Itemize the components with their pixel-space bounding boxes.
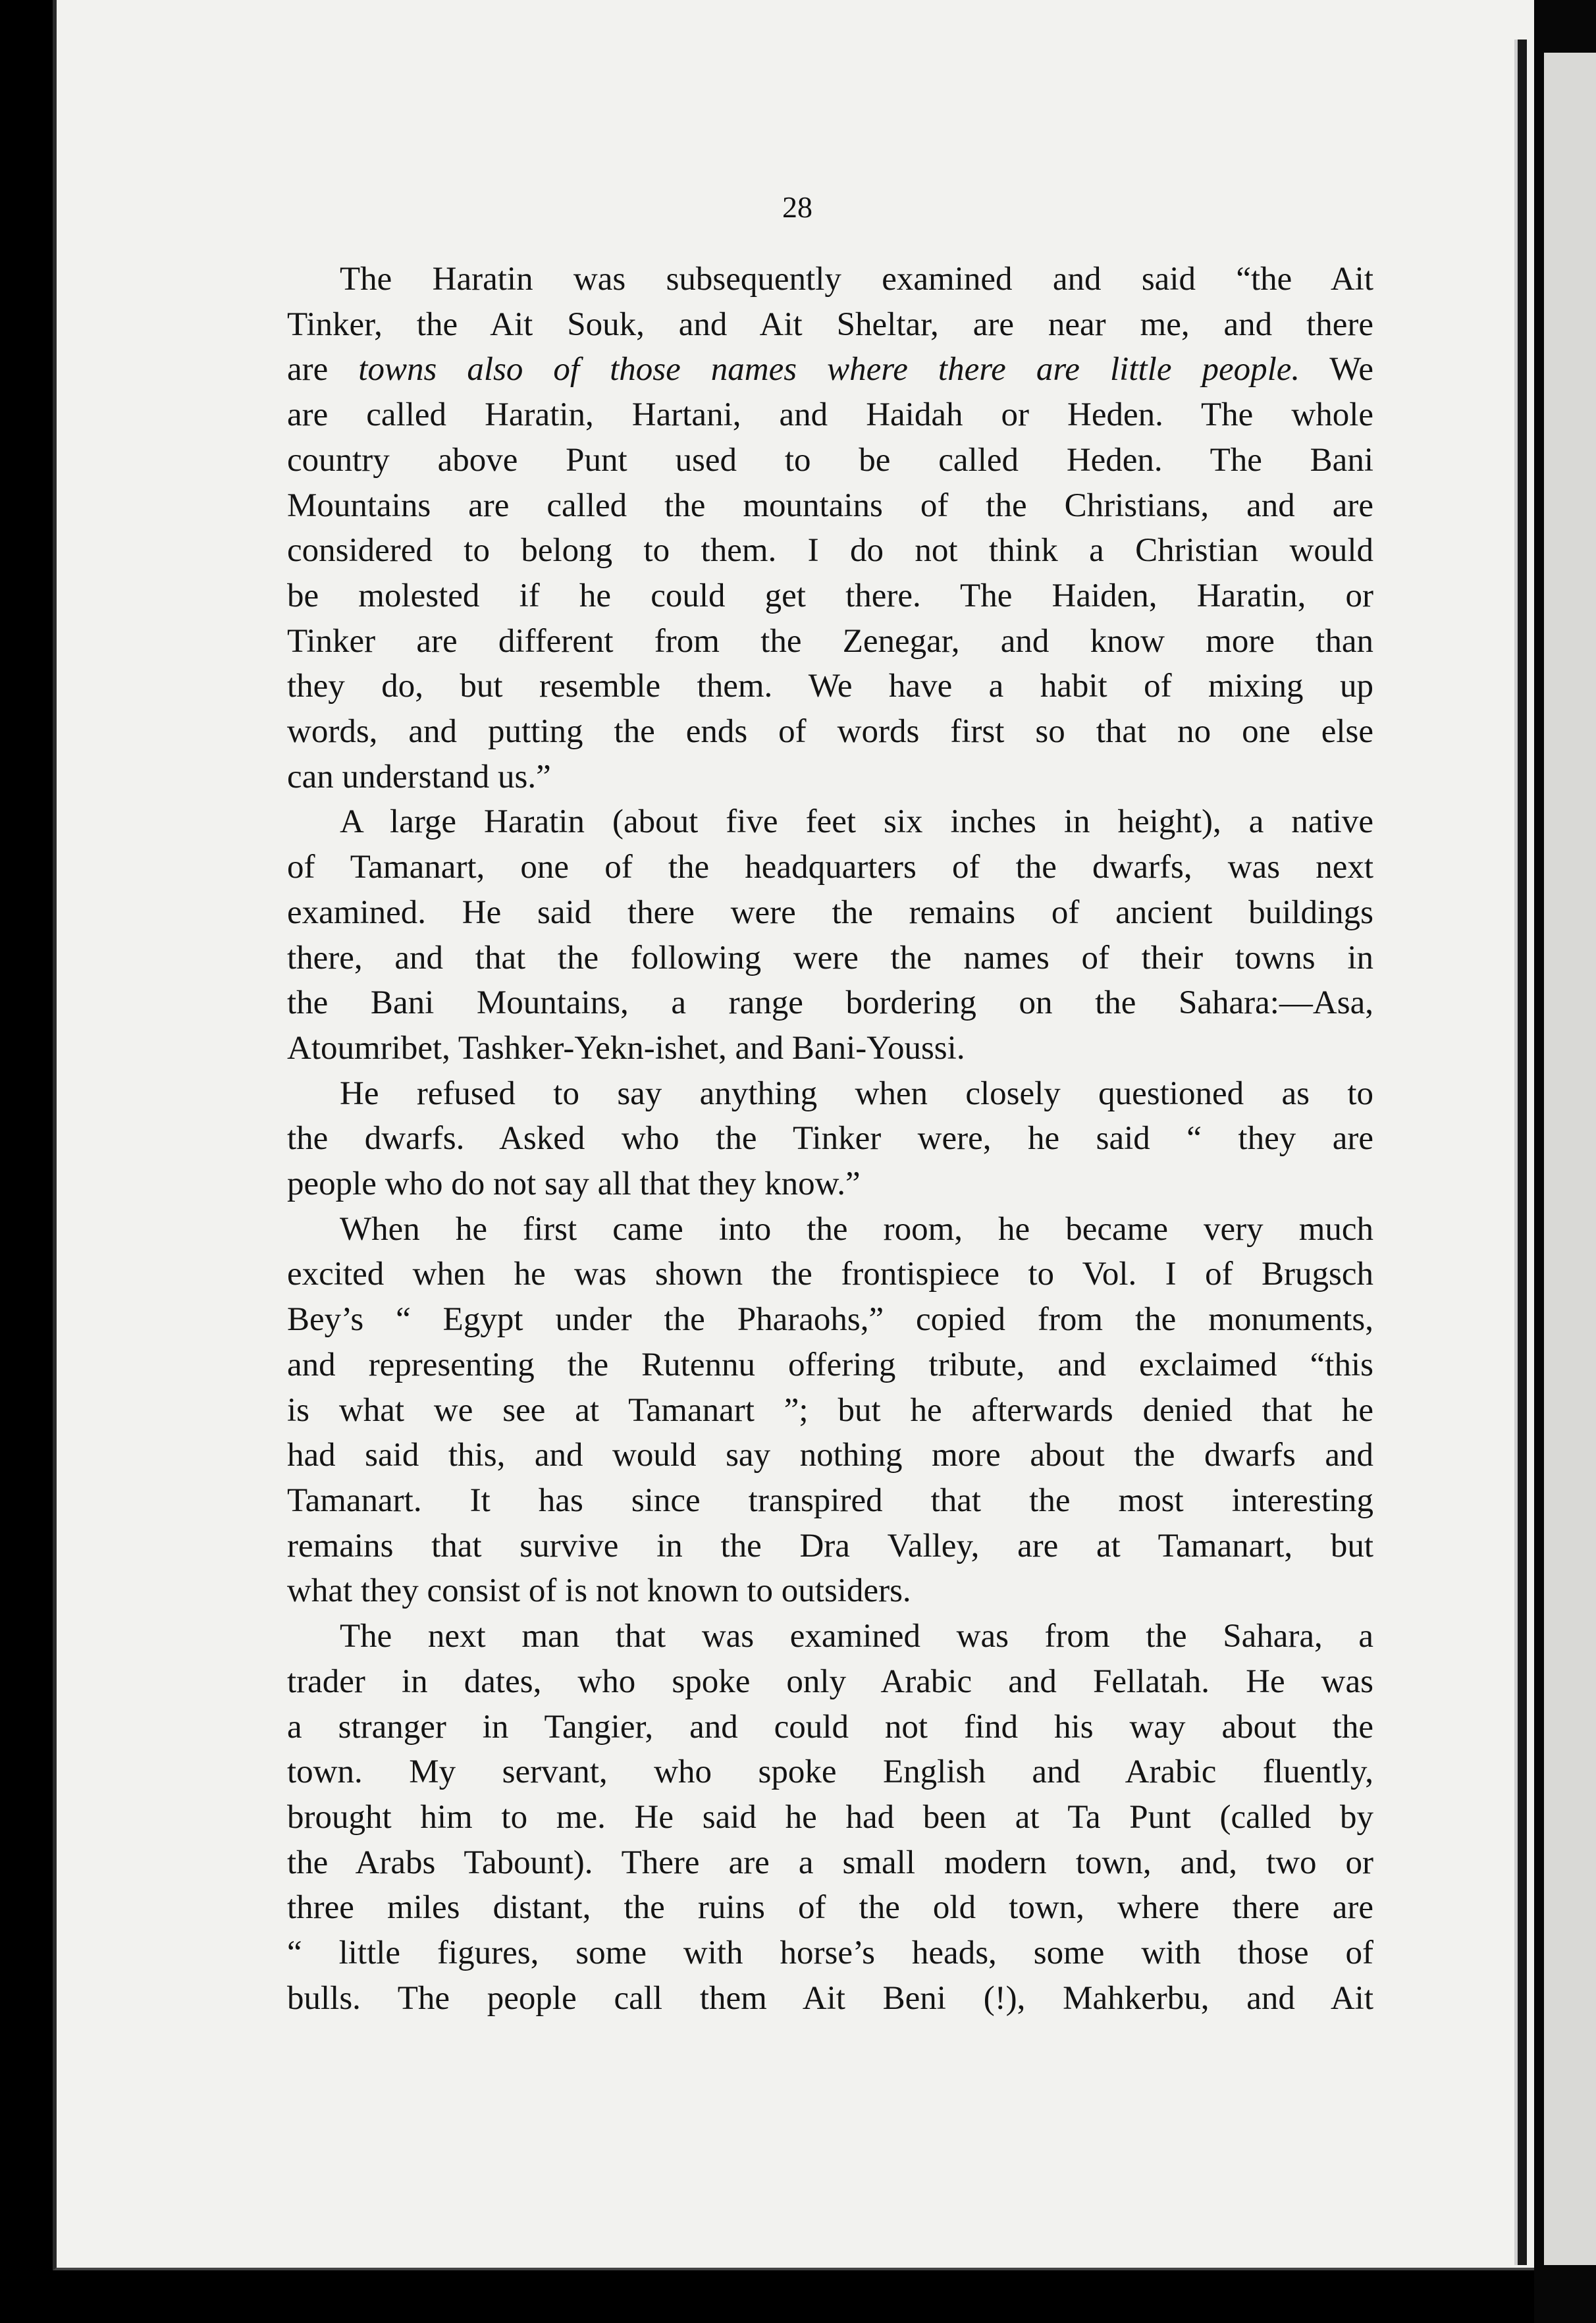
text-line: [287, 347, 1373, 392]
text-line: considered to belong to them. I do not think a Christian would: [287, 532, 1373, 570]
text-line: Bey’s “ Egypt under the Pharaohs,” copied from the monuments,: [287, 1301, 1373, 1339]
text-line: brought him to me. He said he had been at Ta Punt (called by: [287, 1798, 1373, 1836]
text-line: the Bani Mountains, a range bordering on the Sahara:—Asa,: [287, 984, 1373, 1022]
text-line: there, and that the following were the names of their towns in: [287, 939, 1373, 976]
text-line: “ little figures, some with horse’s heads, some with those of: [287, 1935, 1373, 1972]
text-line: country above Punt used to be called Heden. The Bani: [287, 441, 1373, 479]
text-line: is what we see at Tamanart ”; but he afterwards denied that he: [287, 1391, 1373, 1429]
text-line: they do, but resemble them. We have a habit of mixing up: [287, 668, 1373, 705]
text-line: When he first came into the room, he became very much: [340, 1210, 1373, 1248]
text-line: excited when he was shown the frontispiece to Vol. I of Brugsch: [287, 1256, 1373, 1293]
book-page: [53, 0, 1534, 2270]
text-line: be molested if he could get there. The Haiden, Haratin, or: [287, 577, 1373, 614]
text-line: a stranger in Tangier, and could not find his way about the: [287, 1708, 1373, 1746]
text-line: The Haratin was subsequently examined and said “the Ait: [340, 261, 1373, 298]
page-edge: [1514, 40, 1527, 2265]
text-line: people who do not say all that they know.”: [287, 1165, 861, 1203]
paragraph: [287, 1071, 1373, 1207]
text-line: bulls. The people call them Ait Beni (!), Mahkerbu, and Ait: [287, 1979, 1373, 2017]
paragraph: [287, 1207, 1373, 1614]
text-line: what they consist of is not known to outsiders.: [287, 1572, 911, 1610]
text-line: and representing the Rutennu offering tribute, and exclaimed “this: [287, 1346, 1373, 1383]
paragraph: [287, 1614, 1373, 2021]
text-line: A large Haratin (about five feet six inches in height), a native: [340, 803, 1373, 841]
text-line: Atoumribet, Tashker-Yekn-ishet, and Bani-Youssi.: [287, 1029, 965, 1067]
text-line: Mountains are called the mountains of the Christians, and are: [287, 487, 1373, 524]
text-line: the Arabs Tabount). There are a small modern town, and, two or: [287, 1844, 1373, 1881]
text-line: remains that survive in the Dra Valley, are at Tamanart, but: [287, 1527, 1373, 1564]
text-segment: are: [287, 351, 359, 388]
text-line: Tinker are different from the Zenegar, and know more than: [287, 622, 1373, 660]
italic-phrase: towns also of those names where there are little people.: [358, 351, 1300, 388]
text-line: Tamanart. It has since transpired that the most interesting: [287, 1482, 1373, 1519]
text-line: had said this, and would say nothing more about the dwarfs and: [287, 1437, 1373, 1474]
text-line: trader in dates, who spoke only Arabic and Fellatah. He was: [287, 1663, 1373, 1700]
page-number: 28: [782, 190, 812, 224]
text-line: examined. He said there were the remains of ancient buildings: [287, 894, 1373, 931]
text-line: of Tamanart, one of the headquarters of the dwarfs, was next: [287, 849, 1373, 886]
text-line: the dwarfs. Asked who the Tinker were, he said “ they are: [287, 1120, 1373, 1158]
text-line: He refused to say anything when closely questioned as to: [340, 1075, 1373, 1112]
body-text: [287, 257, 1373, 2021]
text-line: are called Haratin, Hartani, and Haidah or Heden. The whole: [287, 396, 1373, 434]
facing-page-edge: [1544, 53, 1596, 2265]
text-line: The next man that was examined was from the Sahara, a: [340, 1618, 1373, 1655]
text-line: three miles distant, the ruins of the old town, where there are: [287, 1889, 1373, 1927]
paragraph: [287, 257, 1373, 799]
text-line: words, and putting the ends of words first so that no one else: [287, 713, 1373, 751]
paragraph: [287, 799, 1373, 1071]
text-line: town. My servant, who spoke English and Arabic fluently,: [287, 1753, 1373, 1791]
text-line: Tinker, the Ait Souk, and Ait Sheltar, are near me, and there: [287, 306, 1373, 343]
text-line: can understand us.”: [287, 758, 551, 795]
text-segment: We: [1300, 351, 1373, 388]
